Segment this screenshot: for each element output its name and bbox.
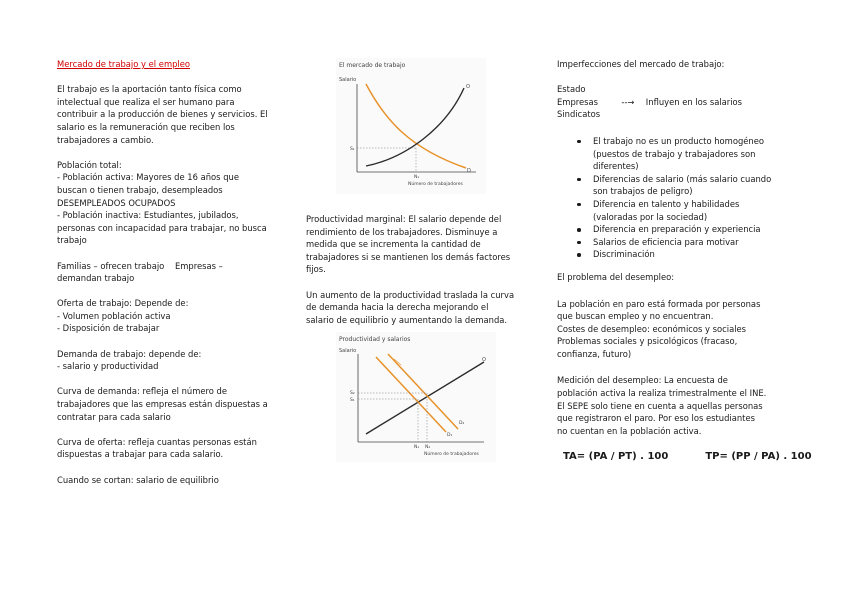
text-line: trabajo xyxy=(57,235,87,246)
demand-label: D xyxy=(467,168,471,174)
text-line: salario de equilibrio y aumentando la demanda. xyxy=(306,314,508,325)
formula-ta: TA= (PA / PT) . 100 xyxy=(563,451,669,463)
aumento-section xyxy=(306,289,540,327)
text-line: DESEMPLEADOS OCUPADOS xyxy=(57,197,176,208)
column-left xyxy=(57,58,295,486)
text-line: son trabajos de peligro) xyxy=(593,186,693,197)
text-line: trabajadores que las empresas están dispuestas a xyxy=(57,399,268,410)
text-line: no cuentan en la población activa. xyxy=(557,425,702,436)
column-right xyxy=(557,58,812,464)
desempleo-title: El problema del desempleo: xyxy=(557,271,675,282)
arrow-icon: --→ xyxy=(621,96,635,107)
demand1-label: D₁ xyxy=(447,433,453,439)
text-line: buscan o tienen trabajo, desempleados xyxy=(57,184,223,195)
text-line: El trabajo no es un producto homogéneo xyxy=(593,135,765,146)
column-middle xyxy=(306,58,540,462)
familias-section xyxy=(57,260,295,285)
y-tick-s2: S₂ xyxy=(350,391,355,397)
text-line: Curva de oferta: refleja cuantas personas están xyxy=(57,436,257,447)
page-title: Mercado de trabajo y el empleo xyxy=(57,59,191,69)
text-line: personas con incapacidad para trabajar, no busca xyxy=(57,222,267,233)
text-line: - Población inactiva: Estudiantes, jubilados, xyxy=(57,210,239,221)
text-line: Productividad marginal: El salario depende del xyxy=(306,214,502,224)
productividad-section xyxy=(306,213,540,276)
text-line: trabajadores si se mantienen los demás factores xyxy=(306,251,511,262)
text-line: Familias – ofrecen trabajo Empresas – xyxy=(57,260,223,271)
x-axis-label: Número de trabajadores xyxy=(424,452,479,458)
curva-oferta-section xyxy=(57,436,295,461)
y-tick-s1: S₁ xyxy=(350,398,355,404)
text-line: Diferencias de salario (más salario cuando xyxy=(593,173,772,184)
paro-section xyxy=(557,298,797,361)
y-tick-s1: S₁ xyxy=(350,147,355,152)
text-line: Población total: xyxy=(57,159,122,170)
x-tick-n2: N₂ xyxy=(425,445,431,451)
text-line: demandan trabajo xyxy=(57,273,135,284)
text-line: - Disposición de trabajar xyxy=(57,323,160,334)
text-line: - Volumen población activa xyxy=(57,310,171,321)
text-line: La población en paro está formada por personas xyxy=(557,298,761,309)
influyen-text: Influyen en los salarios xyxy=(645,96,743,107)
imperfecciones-title: Imperfecciones del mercado de trabajo: xyxy=(557,59,725,69)
text-line: - Población activa: Mayores de 16 años que xyxy=(57,172,239,183)
text-line: salario es la remuneración que reciben los xyxy=(57,121,235,132)
demand-line-2 xyxy=(388,354,458,429)
text-line: rendimiento de los trabajadores. Disminuye a xyxy=(306,226,498,237)
demand2-label: D₂ xyxy=(459,421,465,427)
text-line: población activa la realiza trimestralmente el INE. xyxy=(557,388,767,399)
chart-title: El mercado de trabajo xyxy=(339,62,406,69)
medicion-section xyxy=(557,374,797,437)
text-line: fijos. xyxy=(306,264,326,275)
supply-curve xyxy=(366,88,464,166)
text-line: contribuir a la producción de bienes y servicios. El xyxy=(57,109,268,120)
supply-label: O xyxy=(482,357,486,364)
text-line: trabajadores a cambio. xyxy=(57,134,154,145)
x-axis-label: Número de trabajadores xyxy=(408,182,463,187)
text-line: (puestos de trabajo y trabajadores son xyxy=(593,148,756,159)
empresas-row xyxy=(557,96,797,109)
text-line: Medición del desempleo: La encuesta de xyxy=(557,375,728,386)
text-line: Demanda de trabajo: depende de: xyxy=(57,348,202,359)
oferta-section xyxy=(57,297,295,335)
sindicatos-text: Sindicatos xyxy=(557,109,601,120)
supply-label: O xyxy=(466,84,470,90)
equilibrio-text: Cuando se cortan: salario de equilibrio xyxy=(57,474,219,485)
list-item xyxy=(593,198,797,223)
list-item xyxy=(593,173,797,198)
imperfecciones-list xyxy=(557,135,797,261)
text-line: - salario y productividad xyxy=(57,361,159,372)
text-line: de demanda hacia la derecha mejorando el xyxy=(306,302,489,313)
list-item xyxy=(593,135,797,173)
demanda-section xyxy=(57,348,295,373)
text-line: Un aumento de la productividad traslada la curva xyxy=(306,289,515,300)
labor-market-chart xyxy=(336,58,486,194)
y-axis-label: Salario xyxy=(339,77,357,83)
text-line: que buscan empleo y no encuentran. xyxy=(557,311,714,322)
text-line: El SEPE solo tiene en cuenta a aquellas personas xyxy=(557,400,763,411)
text-line: contratar para cada salario xyxy=(57,411,171,422)
x-tick-n1: N₁ xyxy=(414,445,420,451)
text-line: que registraron el paro. Por eso los estudiantes xyxy=(557,413,755,424)
text-line: confianza, futuro) xyxy=(557,348,632,359)
chart-title: Productividad y salarios xyxy=(339,336,411,344)
estado-text: Estado xyxy=(557,84,586,95)
intro-paragraph xyxy=(57,83,295,146)
y-axis-label: Salario xyxy=(339,348,357,355)
formula-tp: TP= (PP / PA) . 100 xyxy=(705,451,812,463)
text-line: Diferencia en talento y habilidades xyxy=(593,198,740,209)
text-line: Diferencia en preparación y experiencia xyxy=(593,224,761,235)
productivity-wages-chart xyxy=(336,332,496,462)
text-line: medida que se incrementa la cantidad de xyxy=(306,239,481,250)
formulas-row xyxy=(563,451,812,464)
text-line: Discriminación xyxy=(593,249,655,260)
text-line: Oferta de trabajo: Depende de: xyxy=(57,298,189,309)
text-line: intelectual que realiza el ser humano para xyxy=(57,96,235,107)
curva-demanda-section xyxy=(57,385,295,423)
supply-line xyxy=(366,362,484,434)
text-line: Salarios de eficiencia para motivar xyxy=(593,236,739,247)
text-line: El trabajo es la aportación tanto física como xyxy=(57,84,242,95)
text-line: dispuestas a trabajar para cada salario. xyxy=(57,449,224,460)
text-line: Costes de desempleo: económicos y sociales xyxy=(557,323,747,334)
text-line: Problemas sociales y psicológicos (fracaso, xyxy=(557,336,738,347)
text-line: Curva de demanda: refleja el número de xyxy=(57,386,228,397)
list-item xyxy=(593,223,797,236)
text-line: (valoradas por la sociedad) xyxy=(593,211,708,222)
text-line: diferentes) xyxy=(593,161,639,172)
poblacion-section xyxy=(57,159,295,247)
x-tick-n1: N₁ xyxy=(414,175,420,180)
list-item xyxy=(593,236,797,249)
empresas-text: Empresas xyxy=(557,96,599,107)
list-item xyxy=(593,248,797,261)
